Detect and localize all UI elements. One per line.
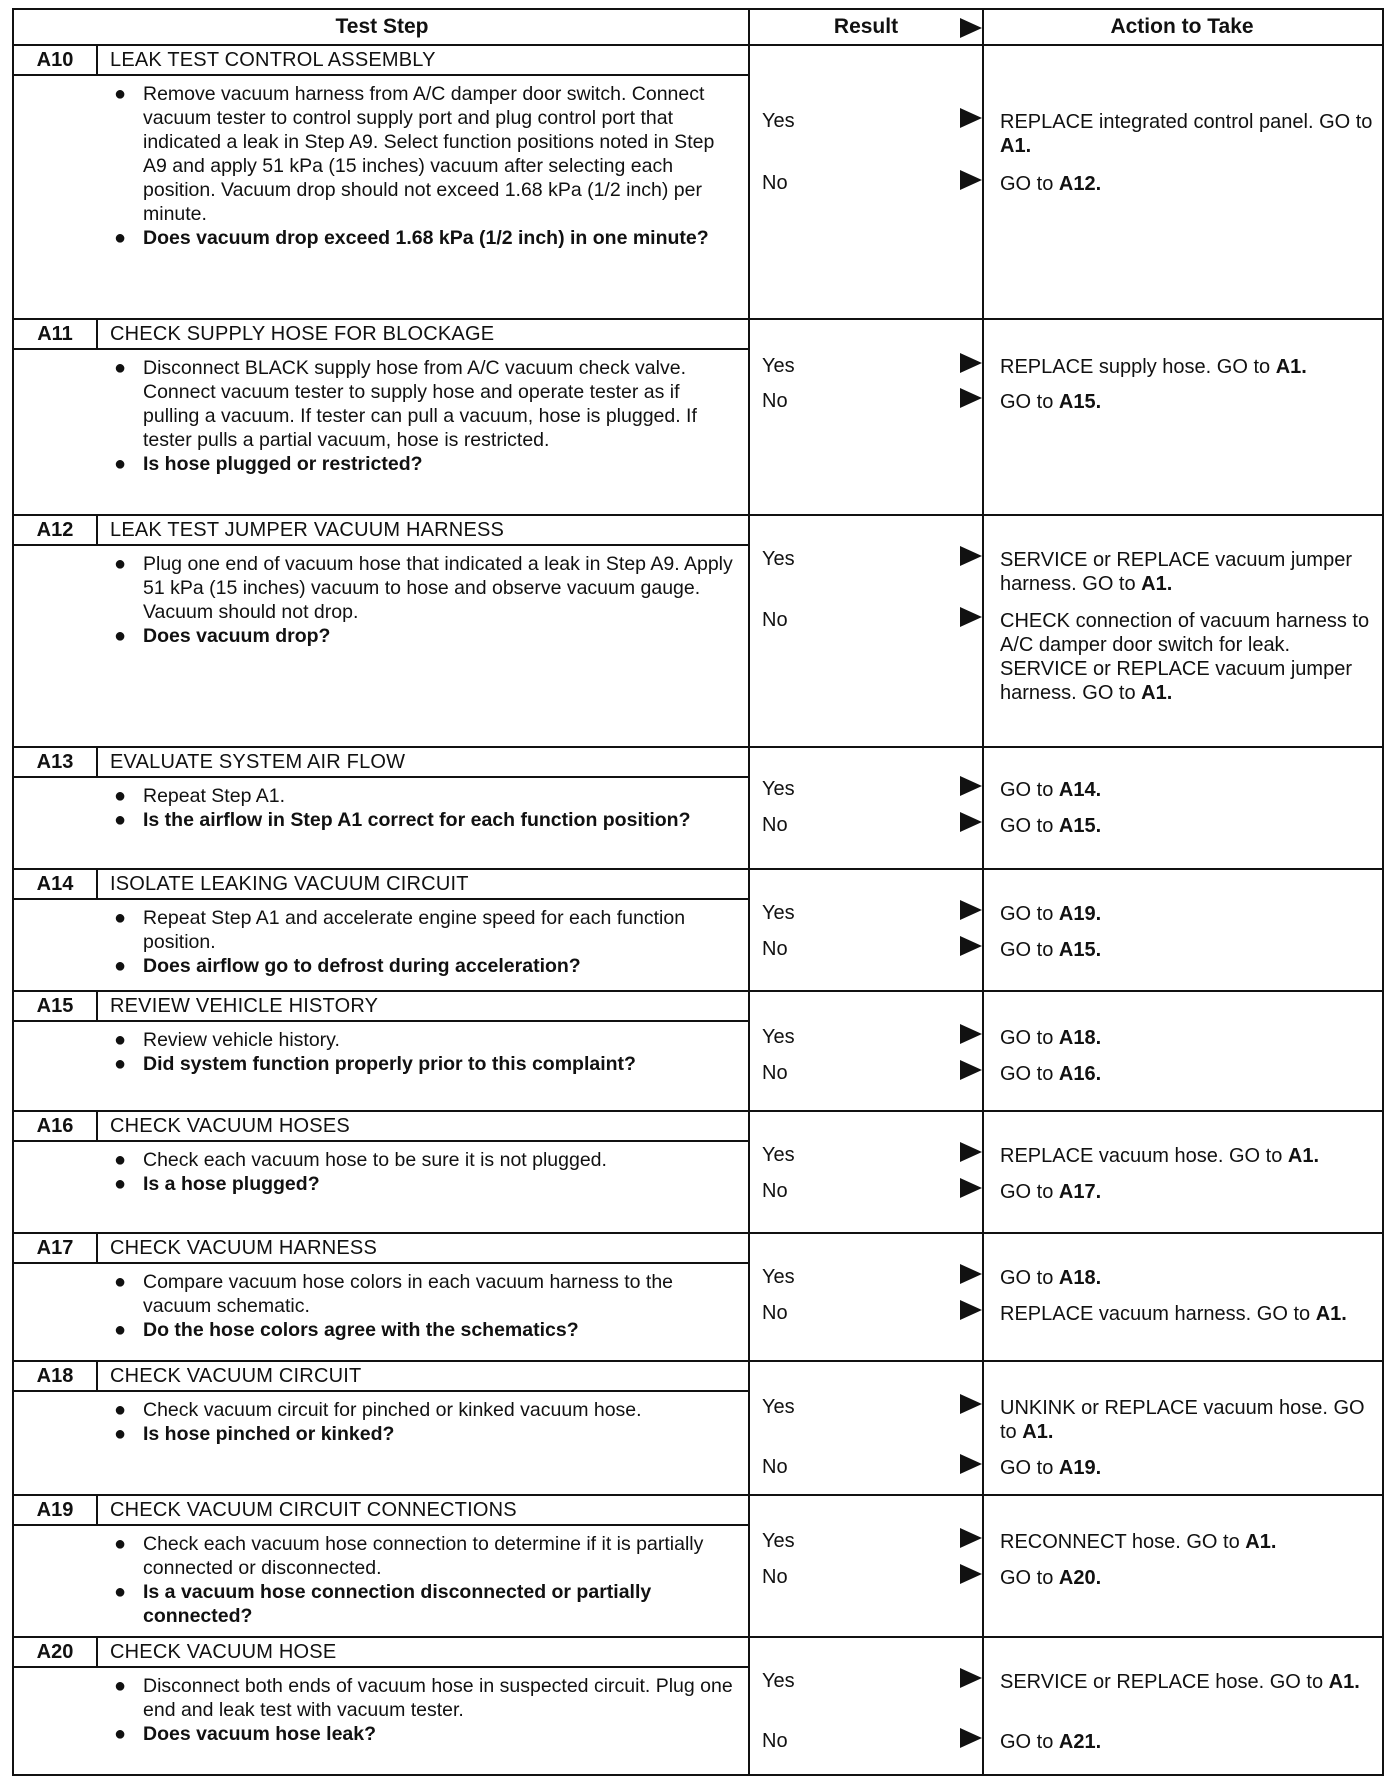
action-yes-text: UNKINK or REPLACE vacuum hose. GO to — [1000, 1397, 1365, 1443]
instruction-text: Disconnect BLACK supply hose from A/C vacuum check valve. Connect vacuum tester to supply hose and operate tester as if pulling a vacuum. If tester can pull a vacuum, hose is plugged. If tester pulls a partial vacuum, hose is restricted. — [143, 357, 697, 451]
step-title: CHECK VACUUM HARNESS — [110, 1236, 377, 1259]
bullet-icon: ● — [114, 907, 127, 929]
action-yes-text: REPLACE integrated control panel. GO to — [1000, 111, 1373, 133]
arrow-right-icon — [960, 1264, 982, 1284]
action-yes-text: GO to — [1000, 1027, 1059, 1049]
step-title: LEAK TEST CONTROL ASSEMBLY — [110, 48, 436, 71]
action-no — [1000, 1062, 1374, 1086]
instruction-item — [108, 1270, 738, 1318]
action-no — [1000, 1302, 1374, 1326]
step-question — [108, 808, 738, 832]
step-title-bar — [14, 748, 748, 778]
bullet-icon: ● — [114, 1533, 127, 1555]
step-title-bar — [14, 870, 748, 900]
action-no — [1000, 609, 1374, 705]
diagnostic-table — [12, 8, 1384, 1776]
step-question — [108, 1580, 738, 1628]
step-instructions — [108, 1148, 738, 1196]
question-text: Does vacuum drop exceed 1.68 kPa (1/2 inch) in one minute? — [143, 227, 709, 249]
question-text: Is hose plugged or restricted? — [143, 453, 423, 475]
bullet-icon: ● — [114, 1149, 127, 1171]
bullet-icon: ● — [114, 1029, 127, 1051]
action-yes-text: GO to — [1000, 779, 1059, 801]
question-text: Is a hose plugged? — [143, 1173, 320, 1195]
action-yes-text: GO to — [1000, 1267, 1059, 1289]
result-yes: Yes — [762, 1266, 795, 1288]
step-title-bar — [14, 46, 748, 76]
action-yes — [1000, 778, 1374, 802]
step-instructions — [108, 356, 738, 476]
action-yes — [1000, 355, 1374, 379]
result-no: No — [762, 938, 788, 960]
result-yes: Yes — [762, 1144, 795, 1166]
bullet-icon: ● — [114, 1723, 127, 1745]
arrow-right-icon — [960, 936, 982, 956]
action-yes — [1000, 110, 1374, 158]
step-instructions — [108, 784, 738, 832]
bullet-icon: ● — [114, 785, 127, 807]
action-no — [1000, 938, 1374, 962]
arrow-right-icon — [960, 1528, 982, 1548]
step-question — [108, 624, 738, 648]
bullet-icon: ● — [114, 227, 127, 249]
bullet-icon: ● — [114, 1399, 127, 1421]
action-no-ref: A17. — [1058, 1181, 1102, 1203]
action-no-ref: A12. — [1058, 173, 1102, 195]
action-yes — [1000, 1144, 1374, 1168]
step-id: A17 — [14, 1234, 98, 1262]
action-yes — [1000, 1670, 1374, 1694]
step-row-a16 — [14, 1112, 1382, 1234]
step-question — [108, 1422, 738, 1446]
result-yes: Yes — [762, 355, 795, 377]
action-no — [1000, 172, 1374, 196]
action-no-ref: A1. — [1141, 682, 1173, 704]
header-result — [750, 10, 982, 46]
step-id: A20 — [14, 1638, 98, 1666]
arrow-right-icon — [960, 812, 982, 832]
result-no: No — [762, 1456, 788, 1478]
action-yes-ref: A1. — [1287, 1145, 1320, 1167]
instruction-item — [108, 356, 738, 452]
bullet-icon: ● — [114, 1319, 127, 1341]
action-no — [1000, 1730, 1374, 1754]
action-no-text: GO to — [1000, 1731, 1059, 1753]
action-yes — [1000, 1026, 1374, 1050]
step-title: CHECK VACUUM HOSE — [110, 1640, 337, 1663]
bullet-icon: ● — [114, 1173, 127, 1195]
arrow-right-icon — [960, 1564, 982, 1584]
step-question — [108, 1172, 738, 1196]
step-title-bar — [14, 1496, 748, 1526]
bullet-icon: ● — [114, 1675, 127, 1697]
action-yes-text: GO to — [1000, 903, 1059, 925]
result-no: No — [762, 172, 788, 194]
instruction-item — [108, 1532, 738, 1580]
result-no: No — [762, 1180, 788, 1202]
question-text: Is a vacuum hose connection disconnected or partially connected? — [143, 1581, 652, 1627]
action-yes-ref: A18. — [1058, 1027, 1102, 1049]
step-title-bar — [14, 1638, 748, 1668]
action-no-ref: A19. — [1058, 1457, 1102, 1479]
bullet-icon: ● — [114, 357, 127, 379]
question-text: Is the airflow in Step A1 correct for each function position? — [143, 809, 691, 831]
instruction-item — [108, 552, 738, 624]
action-yes — [1000, 1396, 1374, 1444]
bullet-icon: ● — [114, 625, 127, 647]
step-instructions — [108, 906, 738, 978]
step-instructions — [108, 1398, 738, 1446]
result-yes: Yes — [762, 1396, 795, 1418]
header-action: Action to Take — [982, 10, 1382, 46]
action-yes-text: SERVICE or REPLACE hose. GO to — [1000, 1671, 1329, 1693]
arrow-right-icon — [960, 546, 982, 566]
step-title-bar — [14, 1234, 748, 1264]
step-id: A19 — [14, 1496, 98, 1524]
arrow-right-icon — [960, 607, 982, 627]
instruction-text: Plug one end of vacuum hose that indicated a leak in Step A9. Apply 51 kPa (15 inches) vacuum to hose and observe vacuum gauge. Vacuum should not drop. — [143, 553, 733, 623]
instruction-item — [108, 1398, 738, 1422]
bullet-icon: ● — [114, 955, 127, 977]
step-instructions — [108, 552, 738, 648]
result-no: No — [762, 1062, 788, 1084]
step-row-a15 — [14, 992, 1382, 1112]
instruction-text: Review vehicle history. — [143, 1029, 340, 1051]
result-yes: Yes — [762, 548, 795, 570]
action-no-text: GO to — [1000, 1063, 1059, 1085]
action-yes-ref: A18. — [1058, 1267, 1102, 1289]
result-yes: Yes — [762, 1670, 795, 1692]
instruction-text: Check each vacuum hose connection to determine if it is partially connected or disconnected. — [143, 1533, 704, 1579]
result-no: No — [762, 609, 788, 631]
step-id: A14 — [14, 870, 98, 898]
arrow-right-icon — [960, 1024, 982, 1044]
step-id: A10 — [14, 46, 98, 74]
question-text: Is hose pinched or kinked? — [143, 1423, 395, 1445]
step-title: LEAK TEST JUMPER VACUUM HARNESS — [110, 518, 505, 541]
bullet-icon: ● — [114, 1423, 127, 1445]
step-row-a13 — [14, 748, 1382, 870]
action-no-ref: A15. — [1058, 815, 1102, 837]
instruction-text: Repeat Step A1. — [143, 785, 286, 807]
step-row-a18 — [14, 1362, 1382, 1496]
bullet-icon: ● — [114, 453, 127, 475]
arrow-right-icon — [960, 900, 982, 920]
result-no: No — [762, 1302, 788, 1324]
question-text: Did system function properly prior to this complaint? — [143, 1053, 636, 1075]
action-no-ref: A16. — [1058, 1063, 1102, 1085]
action-no — [1000, 390, 1374, 414]
action-yes-ref: A1. — [1245, 1531, 1277, 1553]
bullet-icon: ● — [114, 83, 127, 105]
step-title: CHECK SUPPLY HOSE FOR BLOCKAGE — [110, 322, 495, 345]
step-id: A15 — [14, 992, 98, 1020]
action-no-text: GO to — [1000, 1457, 1059, 1479]
question-text: Does airflow go to defrost during acceleration? — [143, 955, 581, 977]
step-question — [108, 1318, 738, 1342]
header-result-arrow-icon — [960, 18, 982, 38]
result-yes: Yes — [762, 902, 795, 924]
bullet-icon: ● — [114, 1053, 127, 1075]
action-no-ref: A21. — [1058, 1731, 1102, 1753]
step-title: ISOLATE LEAKING VACUUM CIRCUIT — [110, 872, 469, 895]
arrow-right-icon — [960, 353, 982, 373]
action-yes-ref: A1. — [1141, 573, 1173, 595]
action-no — [1000, 1180, 1374, 1204]
result-yes: Yes — [762, 1026, 795, 1048]
arrow-right-icon — [960, 1454, 982, 1474]
action-no-text: REPLACE vacuum harness. GO to — [1000, 1303, 1316, 1325]
action-no — [1000, 814, 1374, 838]
instruction-text: Check vacuum circuit for pinched or kinked vacuum hose. — [143, 1399, 642, 1421]
action-no-text: CHECK connection of vacuum harness to A/C damper door switch for leak. SERVICE or REPLACE vacuum jumper harness. GO to — [1000, 610, 1370, 704]
instruction-text: Check each vacuum hose to be sure it is not plugged. — [143, 1149, 607, 1171]
arrow-right-icon — [960, 1728, 982, 1748]
step-instructions — [108, 82, 738, 250]
step-row-a10 — [14, 46, 1382, 320]
arrow-right-icon — [960, 1142, 982, 1162]
step-row-a14 — [14, 870, 1382, 992]
step-row-a20 — [14, 1638, 1382, 1778]
action-no-ref: A1. — [1315, 1303, 1347, 1325]
arrow-right-icon — [960, 1394, 982, 1414]
header-test-step: Test Step — [14, 10, 750, 46]
step-id: A12 — [14, 516, 98, 544]
action-yes-ref: A1. — [1022, 1421, 1054, 1443]
action-yes-ref: A19. — [1058, 903, 1102, 925]
action-no-text: GO to — [1000, 939, 1059, 961]
instruction-item — [108, 906, 738, 954]
action-yes-text: RECONNECT hose. GO to — [1000, 1531, 1246, 1553]
action-yes-ref: A1. — [1275, 356, 1307, 378]
action-yes-ref: A1. — [1328, 1671, 1360, 1693]
bullet-icon: ● — [114, 1581, 127, 1603]
step-instructions — [108, 1270, 738, 1342]
instruction-text: Repeat Step A1 and accelerate engine speed for each function position. — [143, 907, 686, 953]
action-no-text: GO to — [1000, 391, 1059, 413]
action-no-ref: A15. — [1058, 939, 1102, 961]
step-title: CHECK VACUUM HOSES — [110, 1114, 350, 1137]
step-title: CHECK VACUUM CIRCUIT — [110, 1364, 362, 1387]
instruction-text: Remove vacuum harness from A/C damper door switch. Connect vacuum tester to control supply port and plug control port that indicated a leak in Step A9. Select function positions noted in Step A9 and apply 51 kPa (15 inches) vacuum after selecting each position. Vacuum drop should not exceed 1.68 kPa (1/2 inch) per minute. — [143, 83, 715, 225]
result-no: No — [762, 1730, 788, 1752]
arrow-right-icon — [960, 1300, 982, 1320]
action-no-text: GO to — [1000, 1181, 1059, 1203]
step-instructions — [108, 1028, 738, 1076]
result-yes: Yes — [762, 110, 795, 132]
step-row-a12 — [14, 516, 1382, 748]
step-question — [108, 954, 738, 978]
question-text: Does vacuum drop? — [143, 625, 331, 647]
step-question — [108, 452, 738, 476]
arrow-right-icon — [960, 1060, 982, 1080]
step-question — [108, 1052, 738, 1076]
action-no-text: GO to — [1000, 1567, 1059, 1589]
instruction-text: Disconnect both ends of vacuum hose in suspected circuit. Plug one end and leak test with vacuum tester. — [143, 1675, 733, 1721]
arrow-right-icon — [960, 388, 982, 408]
bullet-icon: ● — [114, 1271, 127, 1293]
step-id: A18 — [14, 1362, 98, 1390]
step-question — [108, 226, 738, 250]
step-instructions — [108, 1674, 738, 1746]
step-title: CHECK VACUUM CIRCUIT CONNECTIONS — [110, 1498, 517, 1521]
arrow-right-icon — [960, 108, 982, 128]
action-no — [1000, 1456, 1374, 1480]
bullet-icon: ● — [114, 553, 127, 575]
step-title-bar — [14, 1112, 748, 1142]
step-title-bar — [14, 516, 748, 546]
result-no: No — [762, 814, 788, 836]
step-row-a19 — [14, 1496, 1382, 1638]
step-row-a17 — [14, 1234, 1382, 1362]
action-yes-ref: A1. — [1000, 135, 1032, 157]
result-no: No — [762, 390, 788, 412]
instruction-item — [108, 1148, 738, 1172]
step-title-bar — [14, 992, 748, 1022]
instruction-item — [108, 82, 738, 226]
action-no-ref: A20. — [1058, 1567, 1102, 1589]
step-row-a11 — [14, 320, 1382, 516]
arrow-right-icon — [960, 1178, 982, 1198]
action-yes-text: REPLACE vacuum hose. GO to — [1000, 1145, 1288, 1167]
action-yes-ref: A14. — [1058, 779, 1102, 801]
result-yes: Yes — [762, 1530, 795, 1552]
question-text: Does vacuum hose leak? — [143, 1723, 377, 1745]
action-yes — [1000, 1530, 1374, 1554]
header-result-label: Result — [833, 15, 899, 38]
action-yes-text: SERVICE or REPLACE vacuum jumper harness. GO to — [1000, 549, 1352, 595]
instruction-item — [108, 1028, 738, 1052]
action-yes — [1000, 1266, 1374, 1290]
step-title-bar — [14, 1362, 748, 1392]
arrow-right-icon — [960, 776, 982, 796]
arrow-right-icon — [960, 170, 982, 190]
question-text: Do the hose colors agree with the schematics? — [143, 1319, 579, 1341]
action-yes — [1000, 902, 1374, 926]
action-yes-text: REPLACE supply hose. GO to — [1000, 356, 1276, 378]
arrow-right-icon — [960, 1668, 982, 1688]
action-no-text: GO to — [1000, 815, 1059, 837]
instruction-text: Compare vacuum hose colors in each vacuum harness to the vacuum schematic. — [143, 1271, 674, 1317]
action-no-text: GO to — [1000, 173, 1059, 195]
instruction-item — [108, 784, 738, 808]
step-title: REVIEW VEHICLE HISTORY — [110, 994, 379, 1017]
bullet-icon: ● — [114, 809, 127, 831]
step-id: A13 — [14, 748, 98, 776]
step-question — [108, 1722, 738, 1746]
action-yes — [1000, 548, 1374, 596]
step-id: A16 — [14, 1112, 98, 1140]
action-no-ref: A15. — [1058, 391, 1102, 413]
instruction-item — [108, 1674, 738, 1722]
result-no: No — [762, 1566, 788, 1588]
result-yes: Yes — [762, 778, 795, 800]
step-instructions — [108, 1532, 738, 1628]
action-no — [1000, 1566, 1374, 1590]
step-id: A11 — [14, 320, 98, 348]
step-title: EVALUATE SYSTEM AIR FLOW — [110, 750, 406, 773]
step-title-bar — [14, 320, 748, 350]
